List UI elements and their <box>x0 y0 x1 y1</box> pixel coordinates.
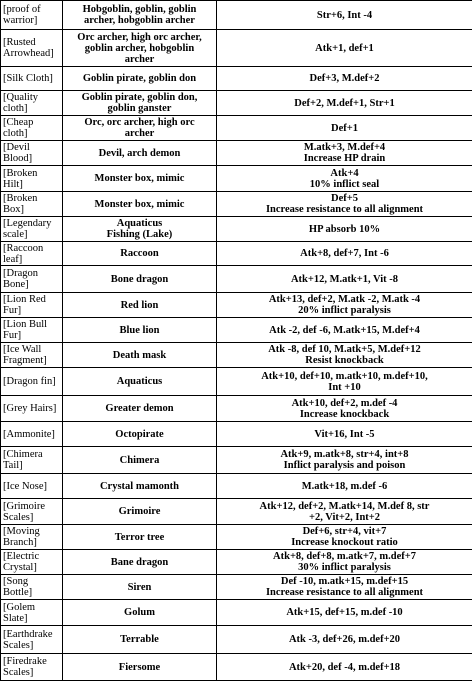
item-effect-cell <box>217 91 472 116</box>
monster-source-cell <box>63 626 217 654</box>
item-effect-line: Def+1 <box>331 122 358 134</box>
item-effect-cell <box>217 266 472 293</box>
item-effect-line: Atk+4 <box>330 167 359 179</box>
item-effect-line: Vit+16, Int -5 <box>314 428 375 440</box>
table-row <box>1 550 472 575</box>
monster-source-line: Orc, orc archer, high orc <box>84 117 195 128</box>
table-row <box>1 525 472 550</box>
item-name-cell <box>1 575 63 600</box>
item-effect-line: Def+6, str+4, vit+7 <box>302 526 387 537</box>
item-effect-line: Atk+8, def+8, m.atk+7, m.def+7 <box>273 551 416 562</box>
item-effect-cell <box>217 626 472 654</box>
item-effect-cell <box>217 192 472 217</box>
monster-source-line: Raccoon <box>120 248 159 259</box>
item-name-line: [Silk Cloth] <box>3 73 53 84</box>
monster-source-line: Chimera <box>119 454 160 466</box>
table-row <box>1 447 472 474</box>
monster-source-line: Bone dragon <box>110 273 169 285</box>
monster-source-line: Monster box, mimic <box>94 198 185 210</box>
item-effect-line: Atk -8, def 10, M.atk+5, M.def+12 <box>268 344 421 355</box>
monster-source-line: Monster box, mimic <box>94 173 185 184</box>
item-effect-cell <box>217 116 472 141</box>
item-name-cell <box>1 217 63 242</box>
monster-source-line: Hobgoblin, goblin, goblin <box>82 4 197 15</box>
item-effect-line: Atk -2, def -6, M.atk+15, M.def+4 <box>269 324 420 336</box>
table-row <box>1 396 472 422</box>
item-effect-line: Atk+20, def -4, m.def+18 <box>288 661 401 673</box>
table-row <box>1 575 472 600</box>
item-effect-line: Resist knockback <box>305 355 384 366</box>
item-name-line: Bottle] <box>3 587 33 598</box>
item-name-cell <box>1 447 63 474</box>
table-row <box>1 141 472 166</box>
item-effect-line: Inflict paralysis and poison <box>283 460 406 471</box>
table-row <box>1 600 472 626</box>
item-name-line: [Grey Hairs] <box>3 403 57 414</box>
monster-source-line: Terror tree <box>114 531 165 543</box>
item-effect-cell <box>217 166 472 192</box>
monster-source-cell <box>63 1 217 30</box>
item-name-cell <box>1 67 63 91</box>
monster-source-line: Octopirate <box>115 428 164 440</box>
item-name-line: [Electric <box>3 551 40 562</box>
item-effect-line: Def+5 <box>331 193 358 204</box>
item-effect-cell <box>217 1 472 30</box>
item-name-cell <box>1 654 63 681</box>
item-name-line: [Earthdrake <box>3 628 53 640</box>
item-effect-line: Increase knockback <box>299 408 390 420</box>
item-effect-cell <box>217 217 472 242</box>
monster-source-line: Terrable <box>120 634 159 645</box>
monster-source-line: Fishing (Lake) <box>106 229 173 240</box>
item-effect-line: Atk+12, def+2, M.atk+14, M.def 8, str <box>259 500 430 512</box>
table-row <box>1 474 472 499</box>
item-effect-line: Int +10 <box>328 381 361 393</box>
item-effect-line: 30% inflict paralysis <box>298 562 391 573</box>
monster-source-cell <box>63 67 217 91</box>
item-name-line: [Lion Bull <box>3 319 48 330</box>
monster-source-cell <box>63 141 217 166</box>
item-name-line: Tail] <box>3 460 23 471</box>
item-name-line: [Ammonite] <box>3 428 55 440</box>
item-name-line: Bone] <box>3 279 29 290</box>
monster-source-line: Fiersome <box>118 661 161 673</box>
item-name-cell <box>1 343 63 368</box>
monster-source-cell <box>63 343 217 368</box>
item-name-line: leaf] <box>3 253 23 265</box>
item-name-line: Box] <box>3 204 24 215</box>
monster-source-line: Goblin pirate, goblin don <box>82 73 197 84</box>
item-name-cell <box>1 141 63 166</box>
monster-source-cell <box>63 422 217 447</box>
item-effect-line: 10% inflict seal <box>309 178 380 190</box>
monster-source-line: archer <box>124 128 155 139</box>
table-row <box>1 422 472 447</box>
item-name-line: [Quality <box>3 92 38 103</box>
item-effect-cell <box>217 67 472 91</box>
item-name-cell <box>1 550 63 575</box>
item-effect-cell <box>217 343 472 368</box>
monster-source-cell <box>63 654 217 681</box>
table-row <box>1 91 472 116</box>
item-name-cell <box>1 242 63 266</box>
item-effect-line: Atk+13, def+2, M.atk -2, M.atk -4 <box>268 294 421 305</box>
monster-source-cell <box>63 368 217 396</box>
monster-source-line: Greater demon <box>105 403 174 414</box>
monster-source-cell <box>63 116 217 141</box>
monster-source-line: goblin ganster <box>107 103 172 114</box>
item-name-cell <box>1 422 63 447</box>
item-name-line: [Legendary <box>3 218 52 229</box>
item-effect-cell <box>217 141 472 166</box>
item-name-cell <box>1 166 63 192</box>
table-row <box>1 499 472 525</box>
table-row <box>1 368 472 396</box>
item-name-line: scale] <box>3 229 28 240</box>
monster-source-line: Devil, arch demon <box>98 147 181 159</box>
monster-source-line: Aquaticus <box>116 376 163 387</box>
item-name-cell <box>1 600 63 626</box>
table-row <box>1 343 472 368</box>
item-effect-line: Str+6, Int -4 <box>316 9 373 21</box>
table-row <box>1 293 472 318</box>
item-name-cell <box>1 626 63 654</box>
item-name-cell <box>1 192 63 217</box>
item-effect-cell <box>217 242 472 266</box>
monster-source-line: Orc archer, high orc archer, <box>77 31 202 43</box>
item-name-cell <box>1 30 63 67</box>
monster-source-line: Blue lion <box>119 324 160 336</box>
monster-source-cell <box>63 318 217 343</box>
item-effect-cell <box>217 550 472 575</box>
monster-source-cell <box>63 575 217 600</box>
item-name-line: Arrowhead] <box>3 48 54 59</box>
item-name-line: [Broken <box>3 193 38 204</box>
monster-source-line: Crystal mamonth <box>99 480 180 492</box>
monster-source-cell <box>63 600 217 626</box>
monster-source-cell <box>63 91 217 116</box>
table-body <box>1 1 472 681</box>
item-name-line: Scales] <box>3 511 34 523</box>
item-effect-line: HP absorb 10% <box>308 223 381 235</box>
item-name-line: Scales] <box>3 639 34 651</box>
monster-source-cell <box>63 242 217 266</box>
item-effect-cell <box>217 654 472 681</box>
monster-source-line: Goblin pirate, goblin don, <box>81 92 198 103</box>
table-row <box>1 192 472 217</box>
monster-source-cell <box>63 192 217 217</box>
item-effect-cell <box>217 600 472 626</box>
item-name-line: [Ice Wall <box>3 344 42 355</box>
table-row <box>1 242 472 266</box>
item-effect-line: Def+3, M.def+2 <box>309 73 380 84</box>
item-name-line: [Dragon <box>3 268 38 279</box>
item-name-line: [Lion Red <box>3 294 46 305</box>
monster-source-cell <box>63 525 217 550</box>
table-row <box>1 626 472 654</box>
item-effect-line: Atk+8, def+7, Int -6 <box>300 248 389 259</box>
item-effect-line: Atk+9, m.atk+8, str+4, int+8 <box>280 449 409 460</box>
item-name-cell <box>1 91 63 116</box>
monster-source-line: Grimoire <box>118 506 161 517</box>
item-effect-line: Atk+10, def+10, m.atk+10, m.def+10, <box>261 370 428 382</box>
monster-source-cell <box>63 396 217 422</box>
monster-source-line: Aquaticus <box>116 218 163 229</box>
item-name-line: Scales] <box>3 667 34 678</box>
item-effect-line: M.atk+18, m.def -6 <box>301 480 388 492</box>
item-name-line: [Rusted <box>3 37 36 48</box>
item-effect-line: Def+2, M.def+1, Str+1 <box>294 97 395 109</box>
item-name-cell <box>1 396 63 422</box>
item-name-line: [Golem <box>3 601 36 613</box>
item-effect-cell <box>217 422 472 447</box>
item-name-line: [proof of <box>3 4 41 15</box>
item-effect-cell <box>217 499 472 525</box>
monster-source-cell <box>63 30 217 67</box>
table-row <box>1 116 472 141</box>
item-name-line: [Chimera <box>3 449 43 460</box>
table-row <box>1 266 472 293</box>
item-name-line: cloth] <box>3 128 28 139</box>
item-name-cell <box>1 318 63 343</box>
monster-source-line: Siren <box>127 581 152 593</box>
item-effect-cell <box>217 368 472 396</box>
item-name-line: Branch] <box>3 537 37 548</box>
monster-source-line: archer, hobgoblin archer <box>84 15 195 26</box>
item-effect-line: Increase resistance to all alignment <box>265 587 424 598</box>
item-effect-line: Increase resistance to all alignment <box>265 204 424 215</box>
item-name-line: [Firedrake <box>3 656 47 667</box>
item-name-cell <box>1 474 63 499</box>
item-effect-line: Atk+10, def+2, m.def -4 <box>291 397 398 409</box>
table-row <box>1 217 472 242</box>
item-name-line: [Song <box>3 576 29 587</box>
item-effect-cell <box>217 293 472 318</box>
monster-source-cell <box>63 447 217 474</box>
item-name-line: [Cheap <box>3 117 34 128</box>
item-name-cell <box>1 368 63 396</box>
item-name-cell <box>1 499 63 525</box>
item-effect-cell <box>217 474 472 499</box>
table-row <box>1 166 472 192</box>
table-row <box>1 654 472 681</box>
item-effect-line: Atk+1, def+1 <box>315 42 374 54</box>
item-effect-cell <box>217 318 472 343</box>
item-name-line: Blood] <box>3 153 33 164</box>
item-name-line: [Raccoon <box>3 242 44 254</box>
monster-source-cell <box>63 217 217 242</box>
table-row <box>1 67 472 91</box>
item-name-line: [Moving <box>3 526 40 537</box>
item-name-line: warrior] <box>3 15 38 26</box>
item-name-line: Fragment] <box>3 355 47 366</box>
item-effect-cell <box>217 396 472 422</box>
item-name-cell <box>1 1 63 30</box>
monster-source-cell <box>63 474 217 499</box>
monster-source-line: Golum <box>124 607 155 618</box>
item-effect-line: Atk+15, def+15, m.def -10 <box>286 607 403 618</box>
monster-source-cell <box>63 550 217 575</box>
item-name-cell <box>1 293 63 318</box>
item-name-line: [Broken <box>3 167 38 179</box>
item-name-line: Hilt] <box>3 178 23 190</box>
item-effect-line: +2, Vit+2, Int+2 <box>308 511 381 523</box>
item-name-line: Fur] <box>3 330 22 341</box>
table-row <box>1 30 472 67</box>
item-effect-line: Increase knockout ratio <box>291 537 398 548</box>
monster-source-cell <box>63 266 217 293</box>
item-name-cell <box>1 525 63 550</box>
monster-source-line: Bane dragon <box>110 556 169 568</box>
item-effect-line: Atk+12, M.atk+1, Vit -8 <box>290 273 399 285</box>
item-effect-line: Def -10, m.atk+15, m.def+15 <box>280 576 409 587</box>
item-name-line: [Dragon fin] <box>3 376 56 387</box>
item-name-line: Fur] <box>3 305 22 316</box>
item-effect-cell <box>217 447 472 474</box>
item-name-line: Slate] <box>3 612 28 624</box>
item-effect-line: M.atk+3, M.def+4 <box>303 142 386 153</box>
monster-source-line: archer <box>124 53 155 65</box>
item-effect-line: 20% inflict paralysis <box>298 305 391 316</box>
item-name-cell <box>1 116 63 141</box>
item-name-cell <box>1 266 63 293</box>
item-name-line: [Devil <box>3 142 30 153</box>
monster-source-line: goblin archer, hobgoblin <box>84 42 195 54</box>
item-effect-line: Atk -3, def+26, m.def+20 <box>288 634 401 645</box>
item-name-line: [Grimoire <box>3 500 45 512</box>
item-effect-cell <box>217 575 472 600</box>
item-effect-cell <box>217 30 472 67</box>
item-name-line: cloth] <box>3 103 28 114</box>
item-effect-line: Increase HP drain <box>303 153 386 164</box>
item-name-line: [Ice Nose] <box>3 480 48 492</box>
item-name-line: Crystal] <box>3 562 37 573</box>
monster-source-cell <box>63 499 217 525</box>
monster-source-cell <box>63 293 217 318</box>
table-row <box>1 318 472 343</box>
monster-source-line: Red lion <box>120 299 159 311</box>
monster-source-line: Death mask <box>112 349 167 361</box>
table-row <box>1 1 472 30</box>
monster-source-cell <box>63 166 217 192</box>
item-effect-cell <box>217 525 472 550</box>
